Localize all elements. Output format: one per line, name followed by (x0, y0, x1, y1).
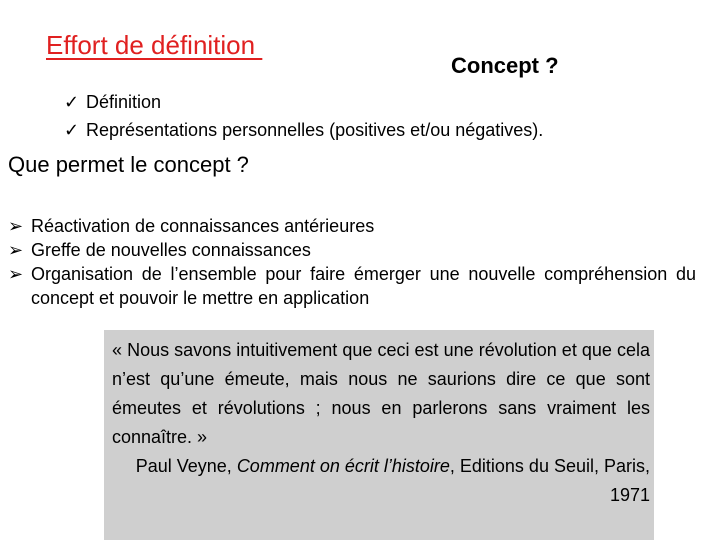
concept-question: Concept ? (451, 53, 559, 78)
check-item-label: Définition (86, 92, 162, 112)
slide-title: Effort de définition (46, 30, 263, 60)
list-item (8, 262, 696, 310)
list-item-text: Greffe de nouvelles connaissances (31, 240, 311, 260)
quote-book-title: Comment on écrit l’histoire (236, 456, 450, 476)
list-item (8, 214, 696, 238)
check-mark-icon: ✓ (64, 120, 80, 140)
check-item (64, 120, 543, 141)
arrow-bullet-icon: ➢ (8, 240, 24, 260)
check-mark-icon: ✓ (64, 92, 80, 112)
list-item-text: Réactivation de connaissances antérieures (31, 216, 375, 236)
arrow-bullet-list (8, 214, 696, 310)
section-heading: Que permet le concept ? (8, 152, 249, 177)
quote-publisher: , Editions du Seuil, Paris, 1971 (449, 456, 650, 505)
list-item (8, 238, 696, 262)
check-item (64, 92, 161, 113)
check-item-label: Représentations personnelles (positives et/ou négatives). (86, 120, 544, 140)
arrow-bullet-icon: ➢ (8, 264, 24, 284)
arrow-bullet-icon: ➢ (8, 216, 24, 236)
quote-citation (112, 452, 650, 510)
quote-author: Paul Veyne, (135, 456, 237, 476)
list-item-text: Organisation de l’ensemble pour faire émerger une nouvelle compréhension du concept et pouvoir le mettre en application (31, 264, 696, 308)
quote-text: « Nous savons intuitivement que ceci est une révolution et que cela n’est qu’une émeute, mais nous ne saurions dire ce que sont émeutes et révolutions ; nous en parlerons sans vraiment les connaître. » (112, 340, 650, 447)
quote-box (104, 330, 654, 540)
